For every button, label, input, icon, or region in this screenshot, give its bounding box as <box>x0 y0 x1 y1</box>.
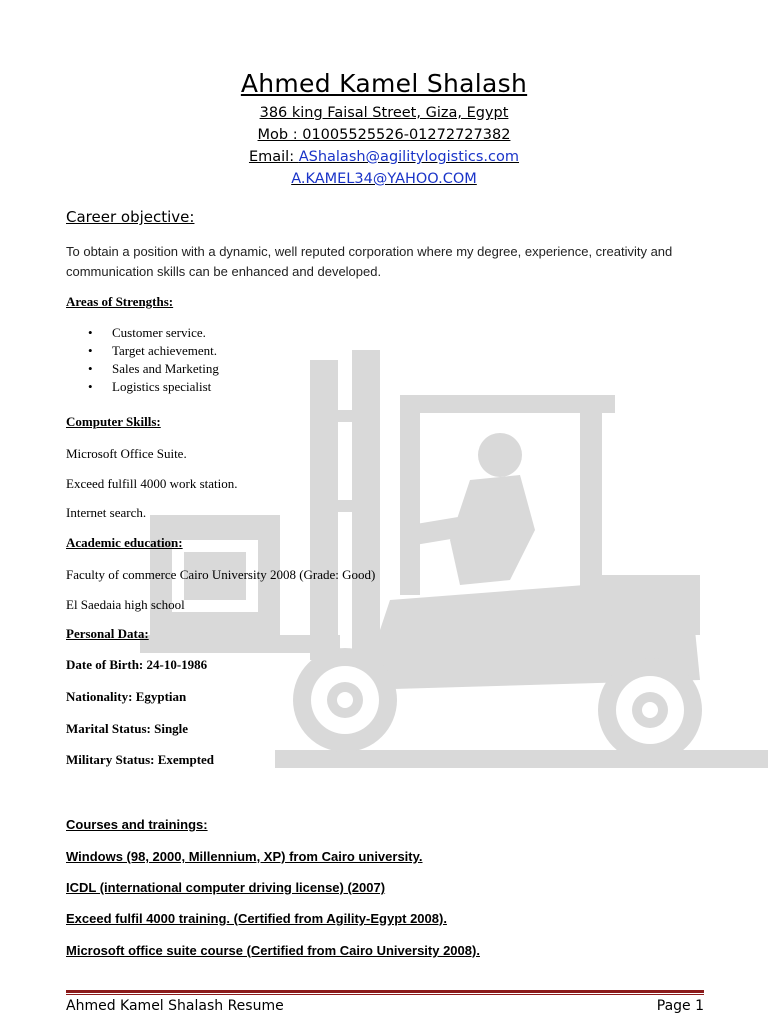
education-item: Faculty of commerce Cairo University 2008 (Grade: Good) <box>66 567 376 582</box>
course-item: ICDL (international computer driving license) (2007) <box>66 880 386 895</box>
forklift-watermark <box>110 350 768 770</box>
personal-data-item: Military Status: Exempted <box>66 752 215 767</box>
candidate-name: Ahmed Kamel Shalash <box>240 69 528 98</box>
footer-rule-thin <box>66 994 704 995</box>
computer-skill-item: Exceed fulfill 4000 work station. <box>66 476 238 491</box>
list-item: • Customer service. <box>88 324 219 342</box>
personal-data-item: Nationality: Egyptian <box>66 689 187 704</box>
courses-title: Courses and trainings: <box>66 817 208 832</box>
footer-rule <box>66 990 704 993</box>
course-item: Exceed fulfil 4000 training. (Certified from Agility-Egypt 2008). <box>66 911 447 926</box>
list-item: • Logistics specialist <box>88 378 219 396</box>
personal-data-item: Marital Status: Single <box>66 721 189 736</box>
resume-header <box>0 66 768 190</box>
strengths-list <box>88 324 219 396</box>
education-item: El Saedaia high school <box>66 597 185 612</box>
list-item: • Sales and Marketing <box>88 360 219 378</box>
page-number: Page 1 <box>656 998 704 1014</box>
email-secondary-link[interactable]: A.KAMEL34@YAHOO.COM <box>291 171 477 187</box>
mobile-numbers: Mob : 01005525526-01272727382 <box>257 127 511 143</box>
computer-skill-item: Internet search. <box>66 505 147 520</box>
course-item: Windows (98, 2000, Millennium, XP) from Cairo university. <box>66 849 423 864</box>
computer-skill-item: Microsoft Office Suite. <box>66 446 187 461</box>
career-objective-text: To obtain a position with a dynamic, well reputed corporation where my degree, experience, creativity and communication skills can be enhanced and developed. <box>66 244 673 279</box>
footer-title: Ahmed Kamel Shalash Resume <box>66 998 284 1014</box>
email-primary-link[interactable]: AShalash@agilitylogistics.com <box>298 149 520 165</box>
computer-skills-title: Computer Skills: <box>66 414 161 429</box>
personal-data-title: Personal Data: <box>66 626 149 641</box>
list-item: • Target achievement. <box>88 342 219 360</box>
address: 386 king Faisal Street, Giza, Egypt <box>259 105 509 121</box>
email-secondary-line <box>0 168 768 190</box>
email-label: Email: <box>248 149 299 165</box>
career-objective-title: Career objective: <box>66 208 195 226</box>
personal-data-item: Date of Birth: 24-10-1986 <box>66 657 208 672</box>
course-item: Microsoft office suite course (Certified from Cairo University 2008). <box>66 943 480 958</box>
education-title: Academic education: <box>66 535 183 550</box>
strengths-title: Areas of Strengths: <box>66 294 174 309</box>
email-line <box>0 146 768 168</box>
